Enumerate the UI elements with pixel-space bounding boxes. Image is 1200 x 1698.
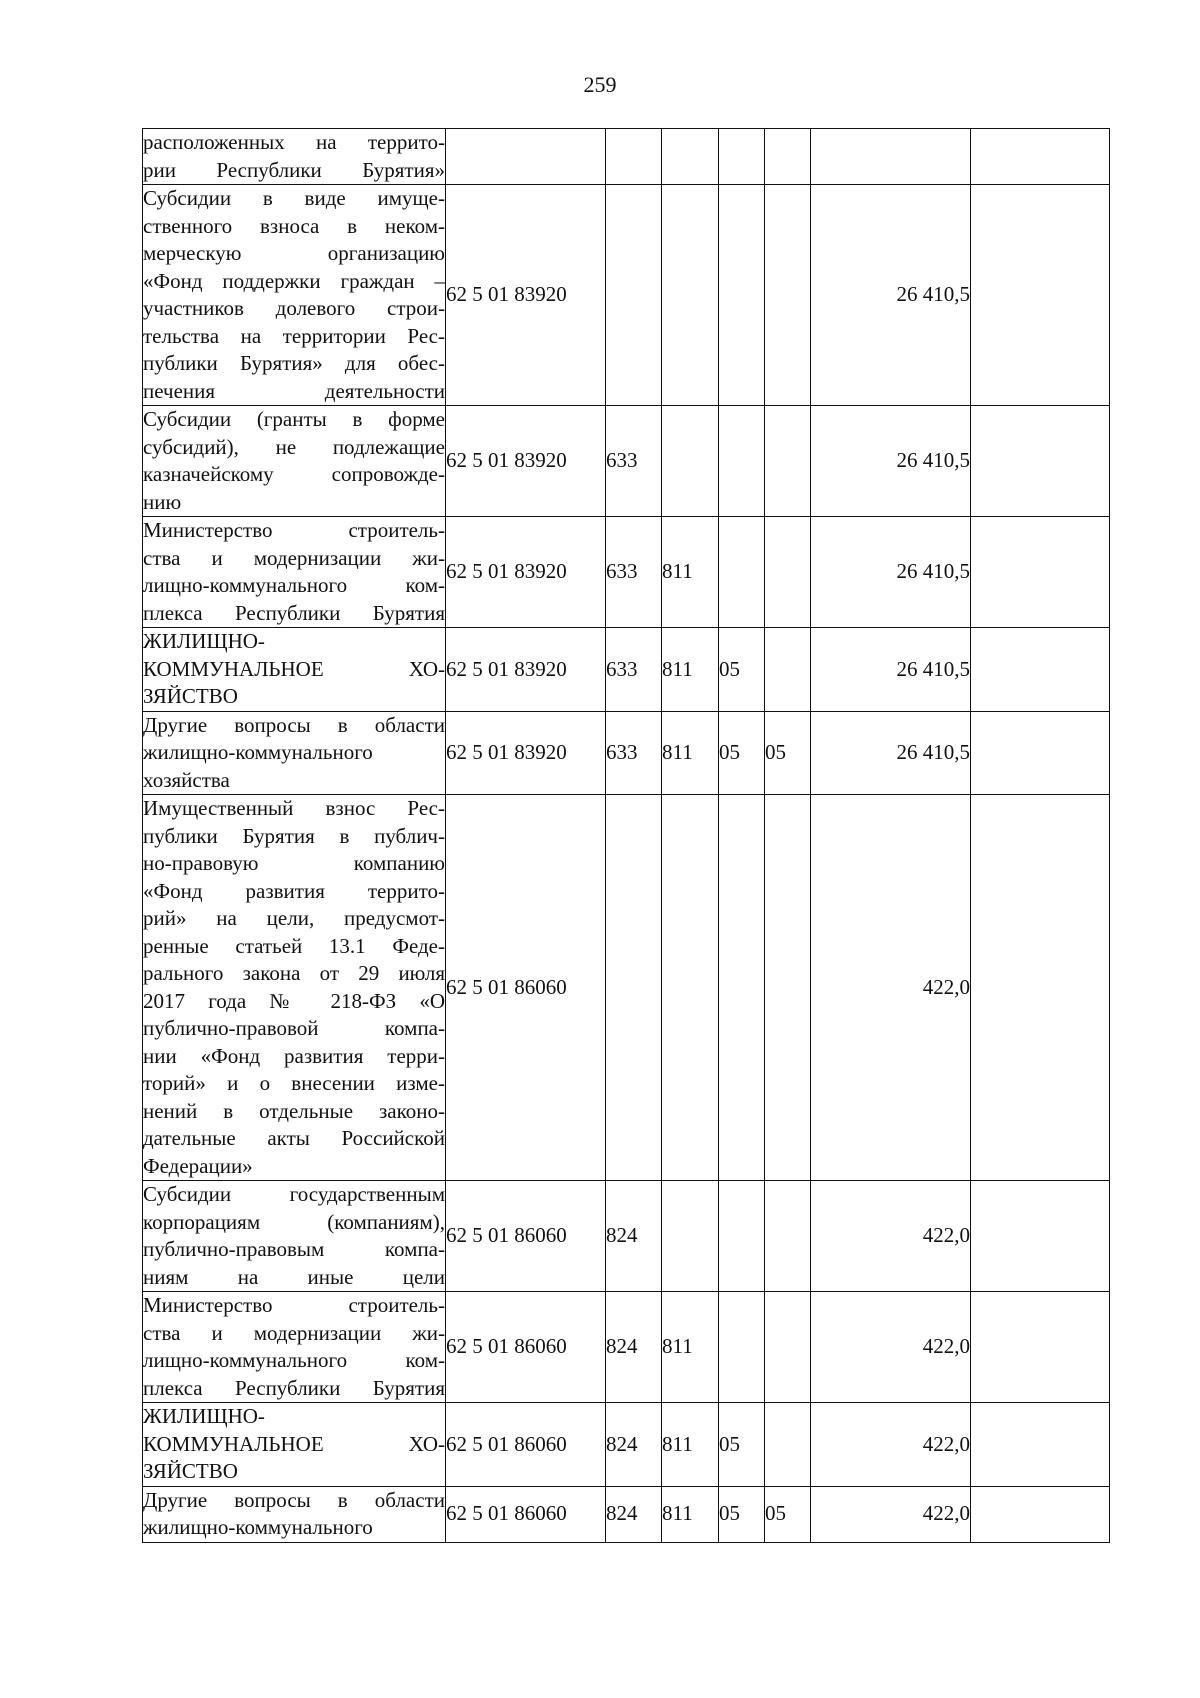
- table-row: [143, 711, 1110, 795]
- table-row: [143, 795, 1110, 1181]
- amount-cell: 422,0: [811, 1403, 971, 1487]
- table-row: [143, 129, 1110, 185]
- expense-type-cell: 633: [606, 711, 662, 795]
- row-name-line: КОММУНАЛЬНОЕ ХО-: [143, 1431, 445, 1456]
- amount-cell: 422,0: [811, 1292, 971, 1403]
- ministry-code-cell: 811: [662, 1486, 719, 1542]
- row-name-line: ЖИЛИЩНО-: [143, 629, 265, 653]
- row-name-line: публики Бурятия в публич-: [143, 823, 445, 848]
- target-article-code-cell: 62 5 01 83920: [446, 711, 606, 795]
- ministry-code-cell: 811: [662, 711, 719, 795]
- section-cell: 05: [719, 628, 765, 712]
- row-name-cell: [143, 185, 446, 406]
- ministry-code-cell: [662, 129, 719, 185]
- row-name-line: Другие вопросы в области: [143, 1487, 445, 1512]
- section-cell: [719, 795, 765, 1181]
- empty-column-cell: [971, 185, 1110, 406]
- row-name-line: торий» и о внесении изме-: [143, 1071, 445, 1095]
- expense-type-cell: 824: [606, 1403, 662, 1487]
- target-article-code-cell: 62 5 01 86060: [446, 1292, 606, 1403]
- row-name-cell: [143, 1292, 446, 1403]
- page-number: 259: [583, 72, 617, 97]
- budget-table-body: [143, 129, 1110, 1543]
- row-name-line: Министерство строитель-: [143, 518, 445, 542]
- empty-column-cell: [971, 628, 1110, 712]
- section-cell: [719, 517, 765, 628]
- table-row: [143, 406, 1110, 517]
- row-name-line: хозяйства: [143, 767, 230, 792]
- section-cell: [719, 185, 765, 406]
- amount-cell: 422,0: [811, 1181, 971, 1292]
- row-name-cell: [143, 795, 446, 1181]
- empty-column-cell: [971, 711, 1110, 795]
- amount-cell: 422,0: [811, 795, 971, 1181]
- table-row: [143, 1403, 1110, 1487]
- section-cell: 05: [719, 1486, 765, 1542]
- row-name-line: жилищно-коммунального: [143, 1515, 373, 1539]
- row-name-line: публично-правовой компа-: [143, 1016, 445, 1040]
- row-name-cell: [143, 1403, 446, 1487]
- amount-cell: 26 410,5: [811, 628, 971, 712]
- row-name-line: ства и модернизации жи-: [143, 1320, 445, 1345]
- target-article-code-cell: 62 5 01 86060: [446, 1403, 606, 1487]
- row-name-line: публично-правовым компа-: [143, 1237, 445, 1261]
- section-cell: 05: [719, 1403, 765, 1487]
- section-cell: [719, 1181, 765, 1292]
- subsection-cell: [765, 795, 811, 1181]
- subsection-cell: 05: [765, 711, 811, 795]
- empty-column-cell: [971, 795, 1110, 1181]
- target-article-code-cell: 62 5 01 83920: [446, 517, 606, 628]
- row-name-line: ниям на иные цели: [143, 1264, 445, 1289]
- row-name-line: расположенных на террито-: [143, 130, 445, 154]
- row-name-line: мерческую организацию: [143, 241, 445, 265]
- subsection-cell: [765, 185, 811, 406]
- expense-type-cell: 824: [606, 1486, 662, 1542]
- row-name-line: плекса Республики Бурятия: [143, 1375, 445, 1400]
- row-name-line: ства и модернизации жи-: [143, 545, 445, 570]
- empty-column-cell: [971, 1403, 1110, 1487]
- table-row: [143, 1181, 1110, 1292]
- target-article-code-cell: 62 5 01 86060: [446, 1181, 606, 1292]
- row-name-line: рии Республики Бурятия»: [143, 157, 445, 182]
- row-name-line: КОММУНАЛЬНОЕ ХО-: [143, 656, 445, 681]
- row-name-line: Министерство строитель-: [143, 1293, 445, 1317]
- subsection-cell: [765, 517, 811, 628]
- table-row: [143, 185, 1110, 406]
- row-name-line: Федерации»: [143, 1153, 253, 1178]
- empty-column-cell: [971, 406, 1110, 517]
- amount-cell: 26 410,5: [811, 517, 971, 628]
- ministry-code-cell: [662, 406, 719, 517]
- target-article-code-cell: 62 5 01 86060: [446, 795, 606, 1181]
- row-name-cell: [143, 628, 446, 712]
- ministry-code-cell: 811: [662, 1292, 719, 1403]
- ministry-code-cell: 811: [662, 1403, 719, 1487]
- row-name-line: нию: [143, 489, 182, 514]
- row-name-line: жилищно-коммунального: [143, 740, 373, 764]
- row-name-line: тельства на территории Рес-: [143, 323, 445, 348]
- expense-type-cell: 824: [606, 1292, 662, 1403]
- row-name-line: участников долевого строи-: [143, 296, 445, 320]
- row-name-line: 2017 года № 218-ФЗ «О: [143, 988, 445, 1013]
- row-name-line: Субсидии в виде имуще-: [143, 186, 445, 210]
- subsection-cell: [765, 628, 811, 712]
- expense-type-cell: [606, 129, 662, 185]
- subsection-cell: [765, 1292, 811, 1403]
- row-name-line: лищно-коммунального ком-: [143, 573, 445, 597]
- table-row: [143, 517, 1110, 628]
- table-row: [143, 1292, 1110, 1403]
- ministry-code-cell: [662, 795, 719, 1181]
- subsection-cell: [765, 1403, 811, 1487]
- target-article-code-cell: 62 5 01 83920: [446, 185, 606, 406]
- target-article-code-cell: 62 5 01 83920: [446, 406, 606, 517]
- target-article-code-cell: [446, 129, 606, 185]
- row-name-line: «Фонд поддержки граждан –: [143, 268, 445, 293]
- row-name-line: ственного взноса в неком-: [143, 213, 445, 238]
- row-name-line: лищно-коммунального ком-: [143, 1348, 445, 1372]
- expense-type-cell: 633: [606, 628, 662, 712]
- expense-type-cell: 633: [606, 517, 662, 628]
- row-name-line: нений в отдельные законо-: [143, 1098, 445, 1123]
- row-name-cell: [143, 711, 446, 795]
- subsection-cell: [765, 129, 811, 185]
- ministry-code-cell: [662, 185, 719, 406]
- section-cell: [719, 1292, 765, 1403]
- empty-column-cell: [971, 1486, 1110, 1542]
- row-name-cell: [143, 129, 446, 185]
- section-cell: [719, 129, 765, 185]
- table-row: [143, 628, 1110, 712]
- amount-cell: [811, 129, 971, 185]
- expense-type-cell: 633: [606, 406, 662, 517]
- amount-cell: 26 410,5: [811, 185, 971, 406]
- row-name-line: ЗЯЙСТВО: [143, 1459, 238, 1483]
- ministry-code-cell: 811: [662, 517, 719, 628]
- row-name-line: казначейскому сопровожде-: [143, 462, 445, 486]
- target-article-code-cell: 62 5 01 83920: [446, 628, 606, 712]
- row-name-line: но-правовую компанию: [143, 851, 445, 875]
- expense-type-cell: [606, 795, 662, 1181]
- row-name-line: Имущественный взнос Рес-: [143, 796, 445, 820]
- row-name-line: ренные статьей 13.1 Феде-: [143, 933, 445, 958]
- ministry-code-cell: [662, 1181, 719, 1292]
- row-name-line: плекса Республики Бурятия: [143, 600, 445, 625]
- budget-table: [142, 128, 1110, 1543]
- row-name-cell: [143, 406, 446, 517]
- section-cell: 05: [719, 711, 765, 795]
- row-name-cell: [143, 1486, 446, 1542]
- expense-type-cell: 824: [606, 1181, 662, 1292]
- subsection-cell: [765, 406, 811, 517]
- table-row: [143, 1486, 1110, 1542]
- expense-type-cell: [606, 185, 662, 406]
- row-name-line: нии «Фонд развития терри-: [143, 1043, 445, 1068]
- row-name-cell: [143, 517, 446, 628]
- row-name-line: рий» на цели, предусмот-: [143, 906, 445, 930]
- empty-column-cell: [971, 1181, 1110, 1292]
- empty-column-cell: [971, 1292, 1110, 1403]
- amount-cell: 26 410,5: [811, 406, 971, 517]
- row-name-line: ЗЯЙСТВО: [143, 684, 238, 708]
- row-name-line: печения деятельности: [143, 378, 445, 403]
- amount-cell: 422,0: [811, 1486, 971, 1542]
- row-name-line: рального закона от 29 июля: [143, 961, 445, 985]
- row-name-line: Субсидии (гранты в форме: [143, 407, 445, 431]
- row-name-line: корпорациям (компаниям),: [143, 1209, 445, 1234]
- empty-column-cell: [971, 129, 1110, 185]
- amount-cell: 26 410,5: [811, 711, 971, 795]
- empty-column-cell: [971, 517, 1110, 628]
- row-name-cell: [143, 1181, 446, 1292]
- row-name-line: дательные акты Российской: [143, 1126, 445, 1150]
- ministry-code-cell: 811: [662, 628, 719, 712]
- row-name-line: ЖИЛИЩНО-: [143, 1404, 265, 1428]
- target-article-code-cell: 62 5 01 86060: [446, 1486, 606, 1542]
- row-name-line: Субсидии государственным: [143, 1182, 445, 1206]
- row-name-line: субсидий), не подлежащие: [143, 434, 445, 459]
- row-name-line: публики Бурятия» для обес-: [143, 351, 445, 375]
- subsection-cell: 05: [765, 1486, 811, 1542]
- section-cell: [719, 406, 765, 517]
- row-name-line: «Фонд развития террито-: [143, 878, 445, 903]
- subsection-cell: [765, 1181, 811, 1292]
- row-name-line: Другие вопросы в области: [143, 712, 445, 737]
